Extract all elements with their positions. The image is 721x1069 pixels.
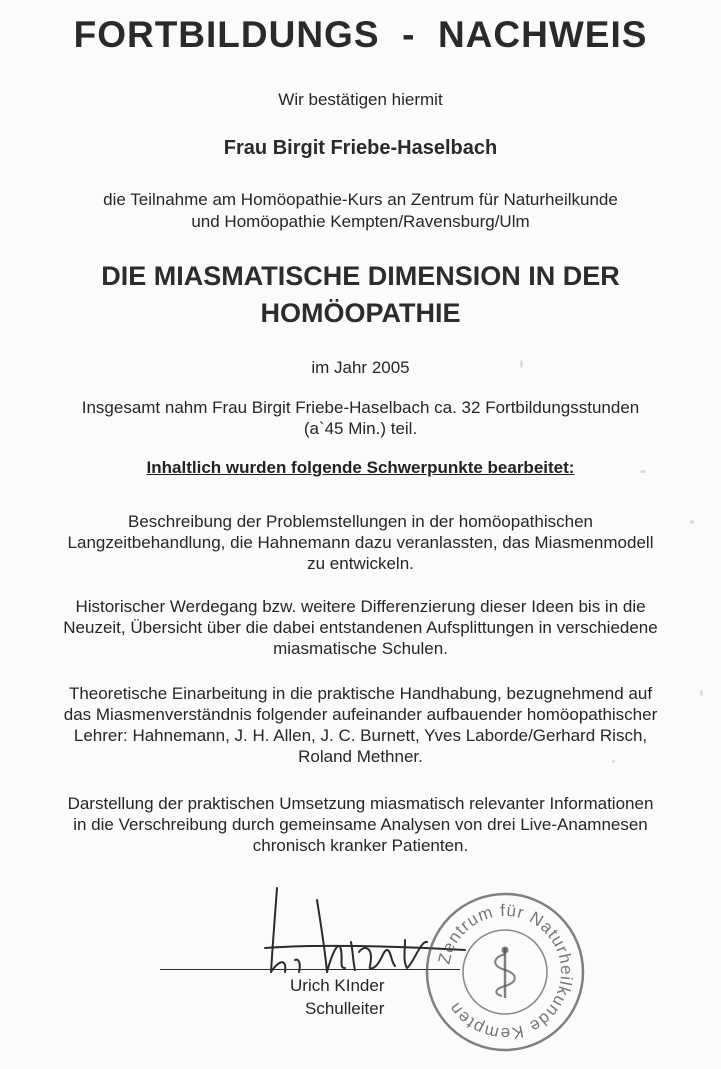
scan-speck xyxy=(520,360,523,368)
course-title xyxy=(0,258,721,332)
course-title-line-2: HOMÖOPATHIE xyxy=(260,298,461,328)
participation-line-1: die Teilnahme am Homöopathie-Kurs an Zentrum für Naturheilkunde xyxy=(103,190,618,209)
topic-paragraph xyxy=(0,511,721,574)
school-seal-stamp xyxy=(420,890,590,1055)
topic-line: Historischer Werdegang bzw. weitere Differenzierung dieser Ideen bis in die xyxy=(75,597,646,616)
topic-line: chronisch kranker Patienten. xyxy=(252,836,469,855)
recipient-name: Frau Birgit Friebe-Haselbach xyxy=(223,137,498,159)
document-title: FORTBILDUNGS - NACHWEIS xyxy=(73,14,648,55)
participation-line-2: und Homöopathie Kempten/Ravensburg/Ulm xyxy=(191,212,530,231)
topic-paragraph xyxy=(0,793,721,856)
svg-text:Zentrum für Naturheilkunde Kem: Zentrum für Naturheilkunde Kempten xyxy=(434,900,577,1044)
signatory-role: Schulleiter xyxy=(305,999,385,1018)
hours-line-2: (a`45 Min.) teil. xyxy=(303,419,418,438)
topic-line: miasmatische Schulen. xyxy=(273,639,448,658)
hours-line-1: Insgesamt nahm Frau Birgit Friebe-Haselbach ca. 32 Fortbildungsstunden xyxy=(81,398,640,417)
intro-text: Wir bestätigen hiermit xyxy=(278,90,443,109)
topic-paragraph xyxy=(0,596,721,659)
topic-line: Theoretische Einarbeitung in die praktische Handhabung, bezugnehmend auf xyxy=(68,684,653,703)
topic-line: das Miasmenverständnis folgender aufeinander aufbauender homöopathischer xyxy=(63,705,658,724)
topic-line: Langzeitbehandlung, die Hahnemann dazu veranlassten, das Miasmenmodell xyxy=(67,533,654,552)
scan-speck xyxy=(700,690,703,696)
course-title-line-1: DIE MIASMATISCHE DIMENSION IN DER xyxy=(101,261,620,291)
topic-line: Neuzeit, Übersicht über die dabei entstandenen Aufsplittungen in verschiedene xyxy=(63,618,658,637)
topic-line: Darstellung der praktischen Umsetzung miasmatisch relevanter Informationen xyxy=(67,794,654,813)
signatory-name: Urich KInder xyxy=(290,976,385,995)
topic-line: in die Verschreibung durch gemeinsame Analysen von drei Live-Anamnesen xyxy=(73,815,648,834)
topic-paragraph xyxy=(0,683,721,767)
signature-line xyxy=(160,969,460,970)
topic-line: Lehrer: Hahnemann, J. H. Allen, J. C. Burnett, Yves Laborde/Gerhard Risch, xyxy=(73,726,648,745)
topic-line: Beschreibung der Problemstellungen in der homöopathischen xyxy=(128,512,593,531)
topic-line: zu entwickeln. xyxy=(307,554,414,573)
scan-speck xyxy=(612,760,615,763)
topics-heading: Inhaltlich wurden folgende Schwerpunkte bearbeitet: xyxy=(146,458,575,477)
year-text: im Jahr 2005 xyxy=(311,358,410,377)
scan-speck xyxy=(690,520,694,524)
scan-speck xyxy=(640,470,646,473)
topic-line: Roland Methner. xyxy=(298,747,423,766)
